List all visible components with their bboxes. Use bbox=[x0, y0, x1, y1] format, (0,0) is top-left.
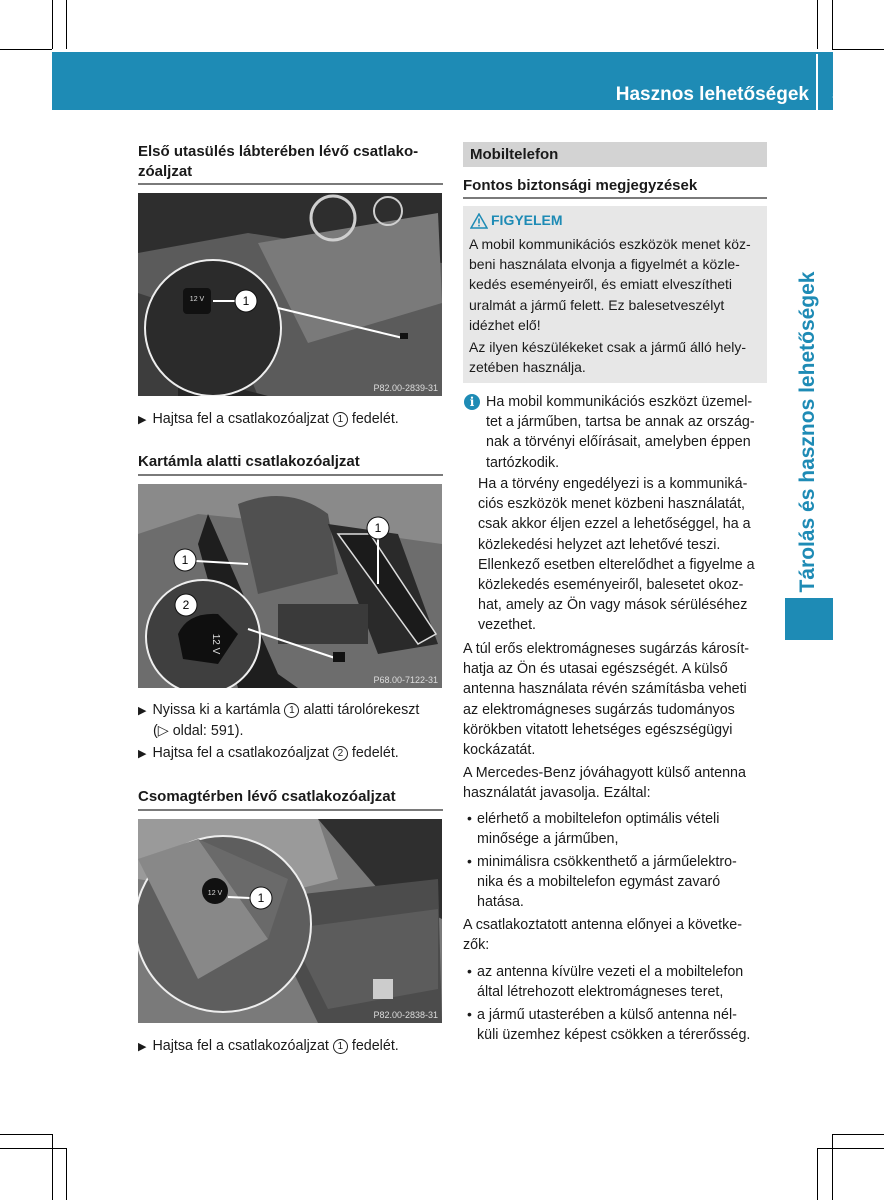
heading-rule bbox=[138, 183, 443, 185]
socket-12v-label: 12 V bbox=[207, 890, 223, 897]
image-code: P82.00-2839-31 bbox=[373, 383, 438, 393]
list-item: a jármű utasterében a külső antenna nél- küli üzemhez képest csökken a térerősség. bbox=[477, 1007, 751, 1044]
crop-mark bbox=[832, 49, 884, 50]
crop-mark bbox=[832, 1134, 884, 1135]
heading-rule bbox=[463, 197, 767, 199]
callout-ref: 1 bbox=[333, 412, 348, 427]
callout-ref: 1 bbox=[284, 703, 299, 718]
page-reference[interactable]: (▷ oldal: 591). bbox=[153, 723, 244, 740]
crop-mark bbox=[832, 0, 833, 49]
section-title: Hasznos lehetőségek bbox=[615, 84, 809, 105]
paragraph-radiation: A túl erős elektromágneses sugárzás károsít- hatja az Ön és utasai egészségét. A külső antenna használata révén számításba veheti az elektromágneses sugárzás tudományos körökben vitatott lehetséges egészségügyi kockázatát. bbox=[463, 641, 750, 759]
photo-front-footwell-socket bbox=[138, 193, 442, 396]
callout-2: 2 bbox=[182, 598, 190, 612]
info-text-2: Ha a törvény engedélyezi is a kommuniká- ciós eszközök menet közbeni használatát, csak akkor éljen ezzel a lehetőséggel, ha a közlekedési helyzet azt lehetővé teszi. Ellenkező esetben elterelődhet a figyelme a közlekedés eseményeiről, balesetet okoz- hat, amely az Ön vagy mások sérüléséhez vezethet. bbox=[478, 476, 755, 634]
page-header bbox=[52, 52, 863, 110]
info-icon: i bbox=[464, 394, 480, 410]
crop-mark bbox=[66, 0, 67, 49]
crop-mark bbox=[52, 0, 53, 49]
crop-mark bbox=[817, 1148, 818, 1200]
heading-safety-notes: Fontos biztonsági megjegyzések bbox=[463, 177, 698, 194]
crop-mark bbox=[0, 49, 52, 50]
warning-title: FIGYELEM bbox=[491, 212, 563, 228]
crop-mark bbox=[832, 1134, 833, 1200]
step-open-socket-cover: ▶ Hajtsa fel a csatlakozóaljzat 1 fedelét. bbox=[138, 411, 399, 427]
crop-mark bbox=[0, 1148, 66, 1149]
step-arrow-icon: ▶ bbox=[138, 1041, 147, 1053]
callout-1: 1 bbox=[181, 553, 189, 567]
callout-ref: 2 bbox=[333, 746, 348, 761]
heading-trunk-socket: Csomagtérben lévő csatlakozóaljzat bbox=[138, 788, 396, 805]
crop-mark bbox=[66, 1148, 67, 1200]
section-header-mobile-phone: Mobiltelefon bbox=[463, 142, 767, 167]
step-open-socket-cover: ▶ Hajtsa fel a csatlakozóaljzat 2 fedelét. bbox=[138, 745, 399, 761]
bullet-dot: • bbox=[467, 963, 472, 979]
crop-mark bbox=[0, 1134, 52, 1135]
heading-rule bbox=[138, 809, 443, 811]
socket-12v-label: 12 V bbox=[210, 633, 221, 655]
warning-text: A mobil kommunikációs eszközök menet köz- beni használata elvonja a figyelmét a közle- kedés eseményeiről, és emiatt elveszítheti uralmát a jármű felett. Ez balesetveszélyt idézhet elő! bbox=[469, 236, 751, 333]
photo-armrest-socket bbox=[138, 484, 442, 688]
bullet-dot: • bbox=[467, 810, 472, 826]
info-text: Ha mobil kommunikációs eszközt üzemel- tet a járműben, tartsa be annak az ország- nak a törvényi előírásait, amelyben éppen tartózkodik. bbox=[486, 394, 755, 471]
heading-front-footwell-socket: Első utasülés lábterében lévő csatlako- zóaljzat bbox=[138, 143, 419, 180]
step-arrow-icon: ▶ bbox=[138, 705, 147, 717]
paragraph-antenna: A Mercedes-Benz jóváhagyott külső antenna használatát javasolja. Ezáltal: bbox=[463, 765, 746, 802]
step-open-socket-cover: ▶ Hajtsa fel a csatlakozóaljzat 1 fedelét. bbox=[138, 1038, 399, 1054]
warning-box bbox=[463, 206, 767, 383]
header-divider bbox=[816, 54, 818, 110]
crop-mark bbox=[52, 1134, 53, 1200]
list-item: elérhető a mobiltelefon optimális vételi minősége a járműben, bbox=[477, 811, 720, 848]
image-code: P82.00-2838-31 bbox=[373, 1010, 438, 1020]
heading-rule bbox=[138, 474, 443, 476]
callout-1: 1 bbox=[374, 521, 382, 535]
step-arrow-icon: ▶ bbox=[138, 414, 147, 426]
crop-mark bbox=[817, 0, 818, 49]
paragraph-benefits: A csatlakoztatott antenna előnyei a követke- zők: bbox=[463, 917, 742, 954]
crop-mark bbox=[817, 1148, 884, 1149]
page-number: 597 bbox=[831, 84, 863, 104]
bullet-dot: • bbox=[467, 1006, 472, 1022]
callout-ref: 1 bbox=[333, 1039, 348, 1054]
socket-12v-label: 12 V bbox=[189, 296, 205, 303]
list-item: minimálisra csökkenthető a járműelektro- nika és a mobiltelefon egymást zavaró hatása. bbox=[477, 854, 737, 911]
step-open-armrest: ▶ Nyissa ki a kartámla 1 alatti tárolórekeszt (▷ oldal: 591). bbox=[138, 702, 420, 740]
image-code: P68.00-7122-31 bbox=[373, 675, 438, 685]
warning-triangle-icon bbox=[470, 213, 488, 229]
heading-armrest-socket: Kartámla alatti csatlakozóaljzat bbox=[138, 453, 360, 470]
photo-trunk-socket bbox=[138, 819, 442, 1023]
step-arrow-icon: ▶ bbox=[138, 748, 147, 760]
bullet-dot: • bbox=[467, 853, 472, 869]
chapter-tab-marker bbox=[785, 598, 833, 640]
warning-text-2: Az ilyen készülékeket csak a jármű álló hely- zetében használja. bbox=[469, 339, 747, 376]
callout-1: 1 bbox=[257, 891, 265, 905]
callout-1: 1 bbox=[242, 294, 250, 308]
list-item: az antenna kívülre vezeti el a mobiltelefon által létrehozott elektromágneses teret, bbox=[477, 964, 744, 1001]
